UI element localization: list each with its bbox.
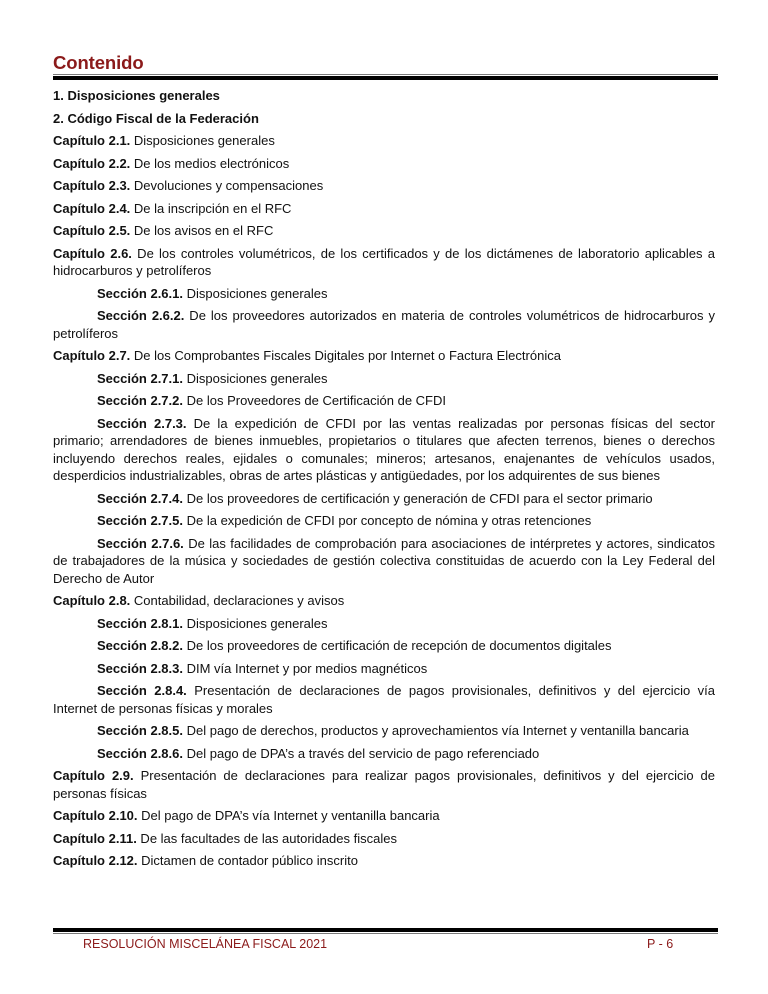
- toc-entry-part[interactable]: [53, 110, 715, 128]
- toc-entry-title: De los proveedores de certificación de recepción de documentos digitales: [183, 638, 612, 653]
- toc-entry-section[interactable]: [53, 490, 715, 508]
- toc-entry-number: Sección 2.7.6.: [97, 535, 184, 551]
- toc-entry-number: Capítulo 2.2.: [53, 155, 131, 171]
- toc-entry-chapter[interactable]: [53, 347, 715, 365]
- heading-rule: [53, 74, 718, 80]
- toc-entry-title: DIM vía Internet y por medios magnéticos: [183, 660, 428, 676]
- toc-entry-title: De los avisos en el RFC: [130, 223, 274, 238]
- toc-entry-title: De los proveedores de certificación y generación de CFDI para el sector primario: [183, 490, 653, 506]
- toc-entry-number: Sección 2.7.5.: [97, 513, 183, 528]
- toc-entry-section[interactable]: [53, 745, 715, 763]
- toc-entry-chapter[interactable]: [53, 200, 715, 218]
- table-of-contents: [53, 87, 715, 875]
- toc-entry-section[interactable]: [53, 615, 715, 633]
- toc-entry-section[interactable]: [53, 535, 715, 588]
- toc-entry-number: Sección 2.8.1.: [97, 615, 183, 631]
- toc-entry-number: Sección 2.8.5.: [97, 723, 183, 738]
- toc-entry-section[interactable]: [53, 660, 715, 678]
- toc-entry-title: De la expedición de CFDI por las ventas realizadas por personas físicas del sector primario; arrendadores de bienes inmuebles, propietarios o titulares que afecten terrenos, bienes o derechos incluyendo derechos reales, ejidales o comunales; mineros; artesanos, enajenantes de vehículos usados, desperdicios industrializables, obras de artes plásticas y antigüedades, por los adquirentes de sus bienes: [53, 415, 715, 483]
- toc-entry-title: Disposiciones generales: [183, 370, 328, 386]
- toc-entry-title: Contabilidad, declaraciones y avisos: [130, 593, 345, 608]
- toc-entry-number: Capítulo 2.5.: [53, 223, 131, 238]
- toc-entry-number: Capítulo 2.10.: [53, 808, 138, 823]
- toc-entry-title: De la expedición de CFDI por concepto de nómina y otras retenciones: [183, 513, 592, 528]
- toc-entry-number: Sección 2.8.6.: [97, 745, 183, 761]
- toc-entry-section[interactable]: [53, 637, 715, 655]
- toc-entry-chapter[interactable]: [53, 222, 715, 240]
- toc-entry-section[interactable]: [53, 512, 715, 530]
- toc-entry-number: Capítulo 2.1.: [53, 133, 131, 148]
- toc-entry-number: Sección 2.7.2.: [97, 393, 183, 408]
- toc-entry-number: Capítulo 2.11.: [53, 830, 137, 846]
- toc-entry-number: Sección 2.8.4.: [97, 683, 187, 698]
- toc-entry-title: 1. Disposiciones generales: [53, 88, 220, 103]
- page-number: P - 6: [647, 937, 674, 951]
- toc-entry-number: Sección 2.8.3.: [97, 660, 183, 676]
- toc-entry-title: Disposiciones generales: [183, 285, 328, 301]
- toc-entry-title: Devoluciones y compensaciones: [130, 178, 324, 193]
- footer-document-title: RESOLUCIÓN MISCELÁNEA FISCAL 2021: [83, 937, 328, 951]
- toc-entry-number: Capítulo 2.8.: [53, 593, 131, 608]
- toc-entry-chapter[interactable]: [53, 592, 715, 610]
- toc-entry-number: Sección 2.8.2.: [97, 638, 183, 653]
- toc-entry-number: Sección 2.6.2.: [97, 308, 185, 323]
- toc-entry-title: Presentación de declaraciones de pagos provisionales, definitivos y del ejercicio vía Internet de personas físicas y morales: [53, 683, 715, 716]
- footer-rule: [53, 928, 718, 934]
- toc-entry-number: Capítulo 2.4.: [53, 200, 131, 216]
- toc-entry-number: Sección 2.7.4.: [97, 490, 183, 506]
- toc-entry-number: Sección 2.7.1.: [97, 370, 183, 386]
- toc-entry-title: De los Proveedores de Certificación de CFDI: [183, 393, 447, 408]
- toc-entry-chapter[interactable]: [53, 245, 715, 280]
- toc-entry-title: Del pago de derechos, productos y aprovechamientos vía Internet y ventanilla bancaria: [183, 723, 689, 738]
- toc-entry-title: Del pago de DPA’s a través del servicio de pago referenciado: [183, 745, 540, 761]
- toc-entry-number: Capítulo 2.12.: [53, 853, 138, 868]
- toc-entry-number: Capítulo 2.6.: [53, 245, 132, 261]
- toc-entry-title: De las facultades de las autoridades fiscales: [136, 830, 397, 846]
- toc-entry-part[interactable]: [53, 87, 715, 105]
- toc-entry-number: Sección 2.7.3.: [97, 415, 187, 431]
- toc-entry-title: Dictamen de contador público inscrito: [137, 853, 358, 868]
- toc-entry-section[interactable]: [53, 415, 715, 485]
- toc-entry-title: Disposiciones generales: [183, 615, 328, 631]
- toc-entry-section[interactable]: [53, 307, 715, 342]
- toc-entry-title: 2. Código Fiscal de la Federación: [53, 110, 259, 126]
- toc-entry-chapter[interactable]: [53, 852, 715, 870]
- toc-entry-chapter[interactable]: [53, 807, 715, 825]
- toc-entry-number: Capítulo 2.3.: [53, 178, 131, 193]
- toc-entry-chapter[interactable]: [53, 132, 715, 150]
- toc-entry-title: Del pago de DPA’s vía Internet y ventanilla bancaria: [137, 808, 440, 823]
- toc-entry-chapter[interactable]: [53, 177, 715, 195]
- toc-entry-chapter[interactable]: [53, 767, 715, 802]
- toc-entry-chapter[interactable]: [53, 155, 715, 173]
- toc-entry-section[interactable]: [53, 682, 715, 717]
- page-heading: Contenido: [53, 52, 144, 73]
- toc-entry-title: De los medios electrónicos: [130, 155, 290, 171]
- toc-entry-title: De los proveedores autorizados en materia de controles volumétricos de hidrocarburos y petrolíferos: [53, 308, 715, 341]
- toc-entry-title: Presentación de declaraciones para realizar pagos provisionales, definitivos y del ejercicio de personas físicas: [53, 768, 715, 801]
- toc-entry-section[interactable]: [53, 285, 715, 303]
- toc-entry-title: De la inscripción en el RFC: [130, 200, 292, 216]
- toc-entry-chapter[interactable]: [53, 830, 715, 848]
- toc-entry-section[interactable]: [53, 370, 715, 388]
- toc-entry-title: De los Comprobantes Fiscales Digitales por Internet o Factura Electrónica: [130, 348, 561, 363]
- toc-entry-section[interactable]: [53, 392, 715, 410]
- toc-entry-title: Disposiciones generales: [130, 133, 275, 148]
- toc-entry-number: Capítulo 2.9.: [53, 768, 134, 783]
- toc-entry-title: De las facilidades de comprobación para asociaciones de intérpretes y actores, sindicatos de trabajadores de la música y sociedades de gestión colectiva constituidas de acuerdo con la Ley Federal del Derecho de Autor: [53, 535, 715, 586]
- toc-entry-title: De los controles volumétricos, de los certificados y de los dictámenes de laboratorio aplicables a hidrocarburos y petrolíferos: [53, 245, 715, 278]
- toc-entry-number: Sección 2.6.1.: [97, 285, 183, 301]
- toc-entry-section[interactable]: [53, 722, 715, 740]
- toc-entry-number: Capítulo 2.7.: [53, 348, 131, 363]
